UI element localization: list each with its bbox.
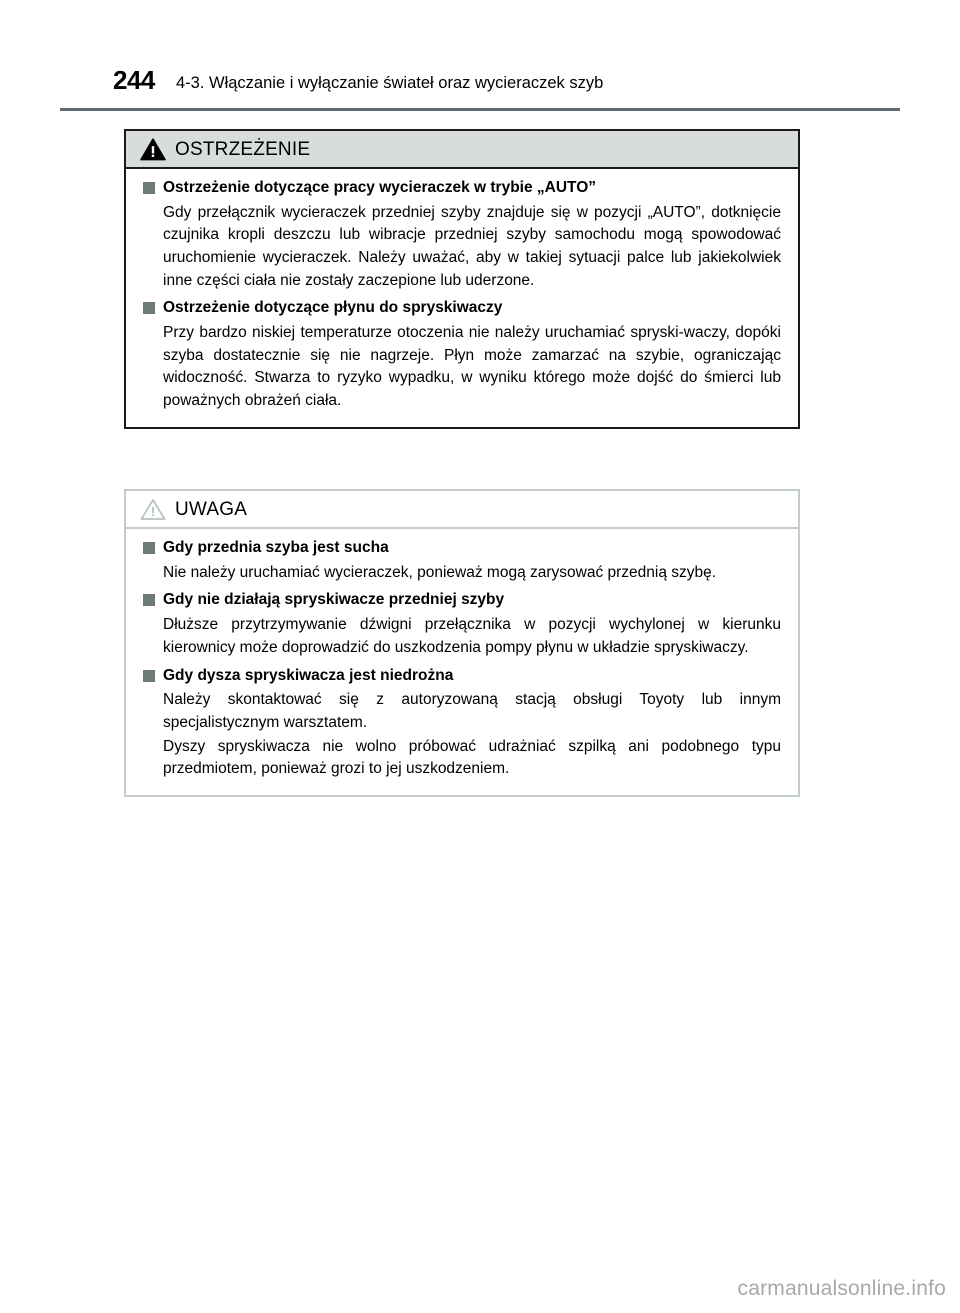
- notice-item-heading-label: Gdy nie działają spryskiwacze przedniej szyby: [163, 591, 505, 609]
- bullet-square-icon: [143, 670, 155, 682]
- warning-callout-header: [126, 131, 798, 169]
- warning-callout-box: [124, 129, 800, 429]
- warning-callout-title: OSTRZEŻENIE: [175, 138, 311, 160]
- notice-item-paragraph: Należy skontaktować się z autoryzowaną stacją obsługi Toyoty lub innym specjalistycznym warsztatem.: [163, 691, 781, 731]
- notice-callout-header: [126, 491, 798, 529]
- warning-item-heading: [143, 178, 781, 198]
- bullet-square-icon: [143, 302, 155, 314]
- notice-item-heading: [143, 538, 781, 558]
- notice-item-heading-label: Gdy przednia szyba jest sucha: [163, 539, 389, 556]
- page-number: 244: [113, 65, 155, 95]
- notice-callout-box: [124, 489, 800, 797]
- warning-item-paragraph: Przy bardzo niskiej temperaturze otoczenia nie należy uruchamiać spryski-waczy, dopóki szyba dostatecznie się nie nagrzeje. Płyn może zamarzać na szybie, ograniczając widoczność. Stwarza to ryzyko wypadku, w wyniku którego może dojść do śmierci lub poważnych obrażeń ciała.: [163, 324, 781, 410]
- notice-item-heading: [143, 666, 781, 686]
- notice-item-heading: [143, 590, 781, 610]
- bullet-square-icon: [143, 542, 155, 554]
- header-divider-rule: [60, 108, 900, 111]
- caution-triangle-outline-icon: [140, 498, 166, 521]
- section-title: 4-3. Włączanie i wyłączanie świateł oraz wycieraczek szyb: [176, 74, 604, 92]
- bullet-square-icon: [143, 182, 155, 194]
- notice-item-paragraph: Nie należy uruchamiać wycieraczek, ponieważ mogą zarysować przednią szybę.: [163, 563, 717, 581]
- site-watermark: carmanualsonline.info: [737, 1277, 946, 1300]
- warning-item-paragraph: Gdy przełącznik wycieraczek przedniej szyby znajduje się w pozycji „AUTO”, dotknięcie czujnika kropli deszczu lub wibracje przedniej szyby samochodu mogą spowodować uruchomienie wycieraczek. Należy uważać, aby w takiej sytuacji palce lub jakiekolwiek inne części ciała nie zostały zaczepione lub uderzone.: [163, 203, 781, 289]
- notice-item-heading-label: Gdy dysza spryskiwacza jest niedrożna: [163, 666, 454, 684]
- page-header: [0, 0, 960, 112]
- notice-callout-body: [126, 529, 798, 795]
- notice-item-paragraph: Dłuższe przytrzymywanie dźwigni przełącznika w pozycji wychylonej w kierunku kierownicy może doprowadzić do uszkodzenia pompy płynu w układzie spryskiwaczy.: [163, 616, 781, 656]
- warning-item-heading-label: Ostrzeżenie dotyczące pracy wycieraczek w trybie „AUTO”: [163, 179, 597, 196]
- bullet-square-icon: [143, 594, 155, 606]
- notice-item-paragraph: Dyszy spryskiwacza nie wolno próbować udrażniać szpilką ani podobnego typu przedmiotem, ponieważ grozi to jej uszkodzeniem.: [163, 737, 781, 778]
- notice-callout-title: UWAGA: [175, 498, 248, 520]
- warning-item-heading-label: Ostrzeżenie dotyczące płynu do spryskiwaczy: [163, 299, 503, 317]
- warning-triangle-filled-icon: [140, 138, 166, 161]
- warning-callout-body: [126, 169, 798, 427]
- warning-item-heading: [143, 298, 781, 318]
